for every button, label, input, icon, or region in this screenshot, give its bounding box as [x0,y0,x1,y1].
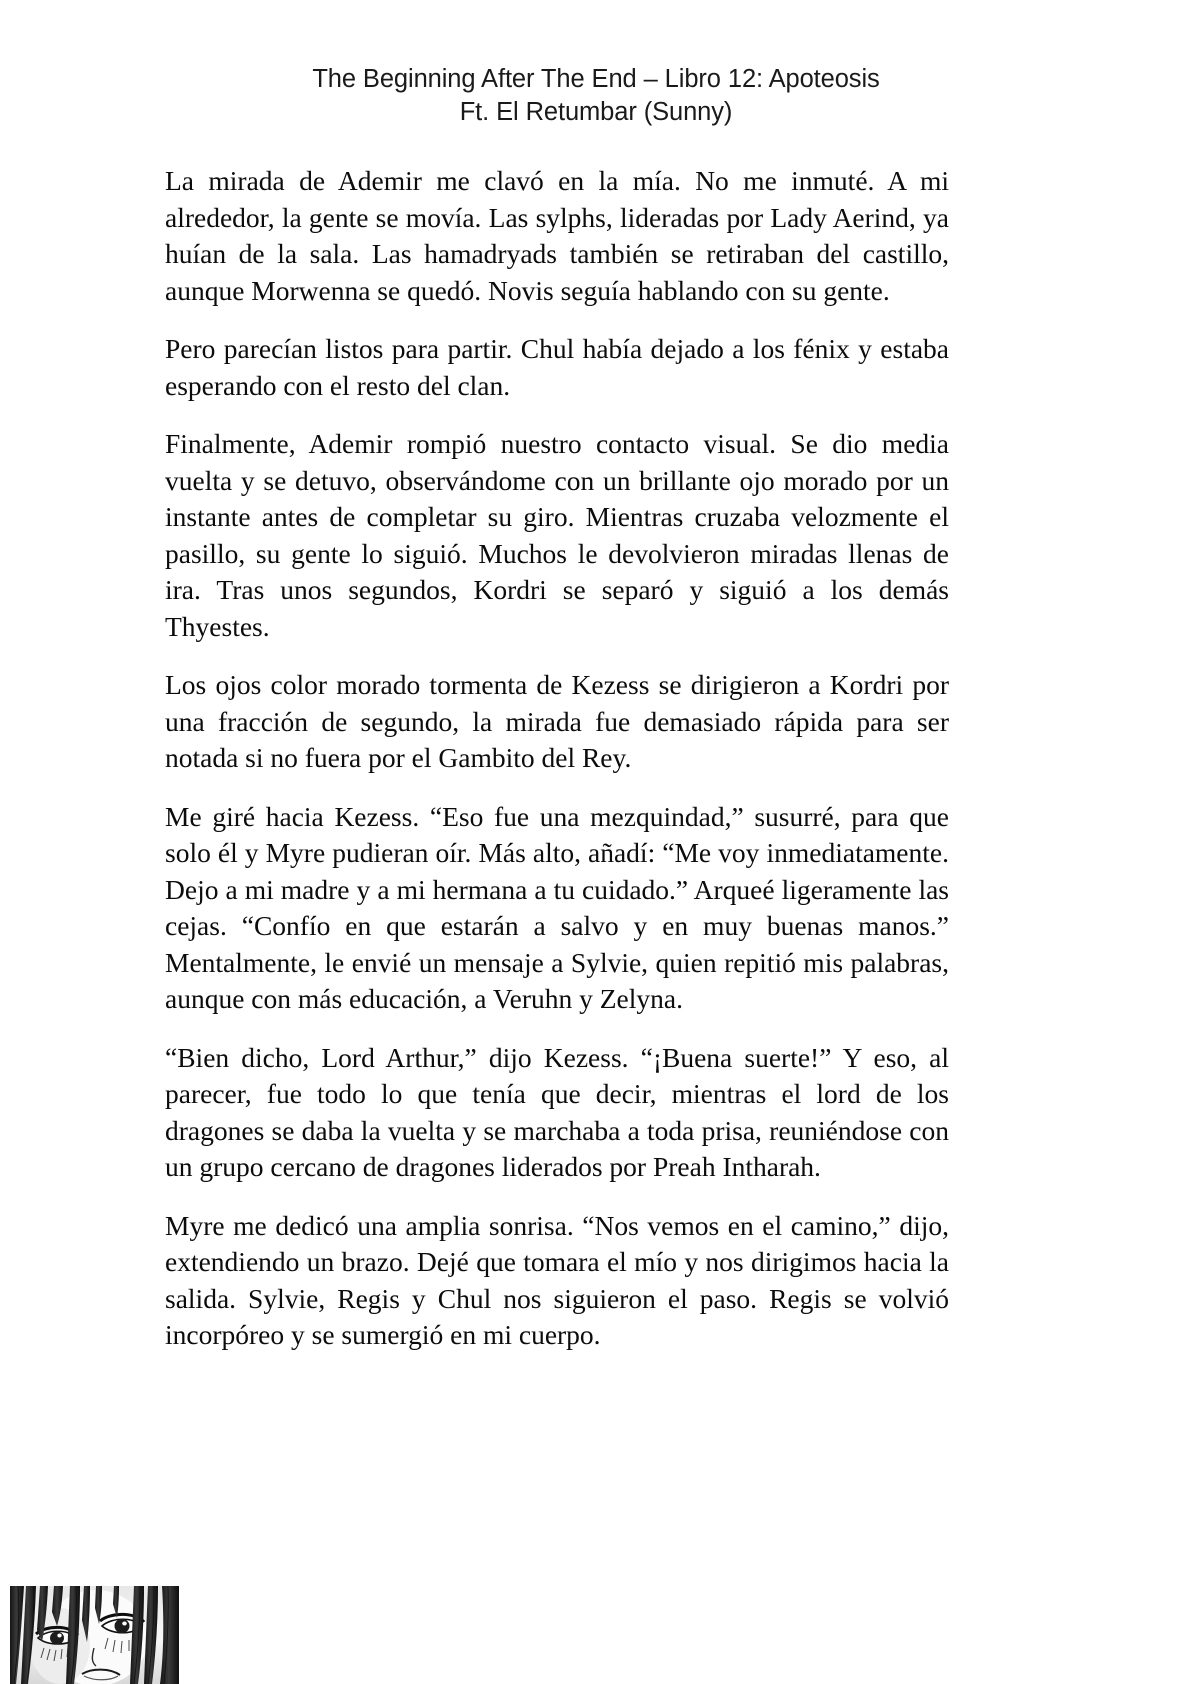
header-title-line-2: Ft. El Retumbar (Sunny) [459,98,733,126]
header-title-line-1: The Beginning After The End – Libro 12: Apoteosis [312,65,880,93]
paragraph: “Bien dicho, Lord Arthur,” dijo Kezess. “¡Buena suerte!” Y eso, al parecer, fue todo lo que tenía que decir, mientras el lord de los dragones se daba la vuelta y se marchaba a toda prisa, reuniéndose con un grupo cercano de dragones liderados por Preah Intharah. [165,1041,949,1182]
manga-face-illustration [10,1586,179,1684]
manga-face-icon [10,1586,179,1684]
paragraph: Pero parecían listos para partir. Chul había dejado a los fénix y estaba esperando con el resto del clan. [165,333,949,401]
paragraph: La mirada de Ademir me clavó en la mía. No me inmuté. A mi alrededor, la gente se movía. Las sylphs, lideradas por Lady Aerind, ya huían de la sala. Las hamadryads también se retiraban del castillo, aunque Morwenna se quedó. Novis seguía hablando con su gente. [165,165,949,306]
paragraph: Finalmente, Ademir rompió nuestro contacto visual. Se dio media vuelta y se detuvo, observándome con un brillante ojo morado por un instante antes de completar su giro. Mientras cruzaba velozmente el pasillo, su gente lo siguió. Muchos le devolvieron miradas llenas de ira. Tras unos segundos, Kordri se separó y siguió a los demás Thyestes. [165,428,949,642]
paragraph: Me giré hacia Kezess. “Eso fue una mezquindad,” susurré, para que solo él y Myre pudieran oír. Más alto, añadí: “Me voy inmediatamente. Dejo a mi madre y a mi hermana a tu cuidado.” Arqueé ligeramente las cejas. “Confío en que estarán a salvo y en muy buenas manos.” Mentalmente, le envié un mensaje a Sylvie, quien repitió mis palabras, aunque con más educación, a Veruhn y Zelyna. [165,800,949,1014]
body-text-column [165,163,949,1354]
page-header [0,63,1192,129]
paragraph: Los ojos color morado tormenta de Kezess se dirigieron a Kordri por una fracción de segundo, la mirada fue demasiado rápida para ser notada si no fuera por el Gambito del Rey. [165,669,949,773]
paragraph: Myre me dedicó una amplia sonrisa. “Nos vemos en el camino,” dijo, extendiendo un brazo. Dejé que tomara el mío y nos dirigimos hacia la salida. Sylvie, Regis y Chul nos siguieron el paso. Regis se volvió incorpóreo y se sumergió en mi cuerpo. [165,1209,949,1350]
